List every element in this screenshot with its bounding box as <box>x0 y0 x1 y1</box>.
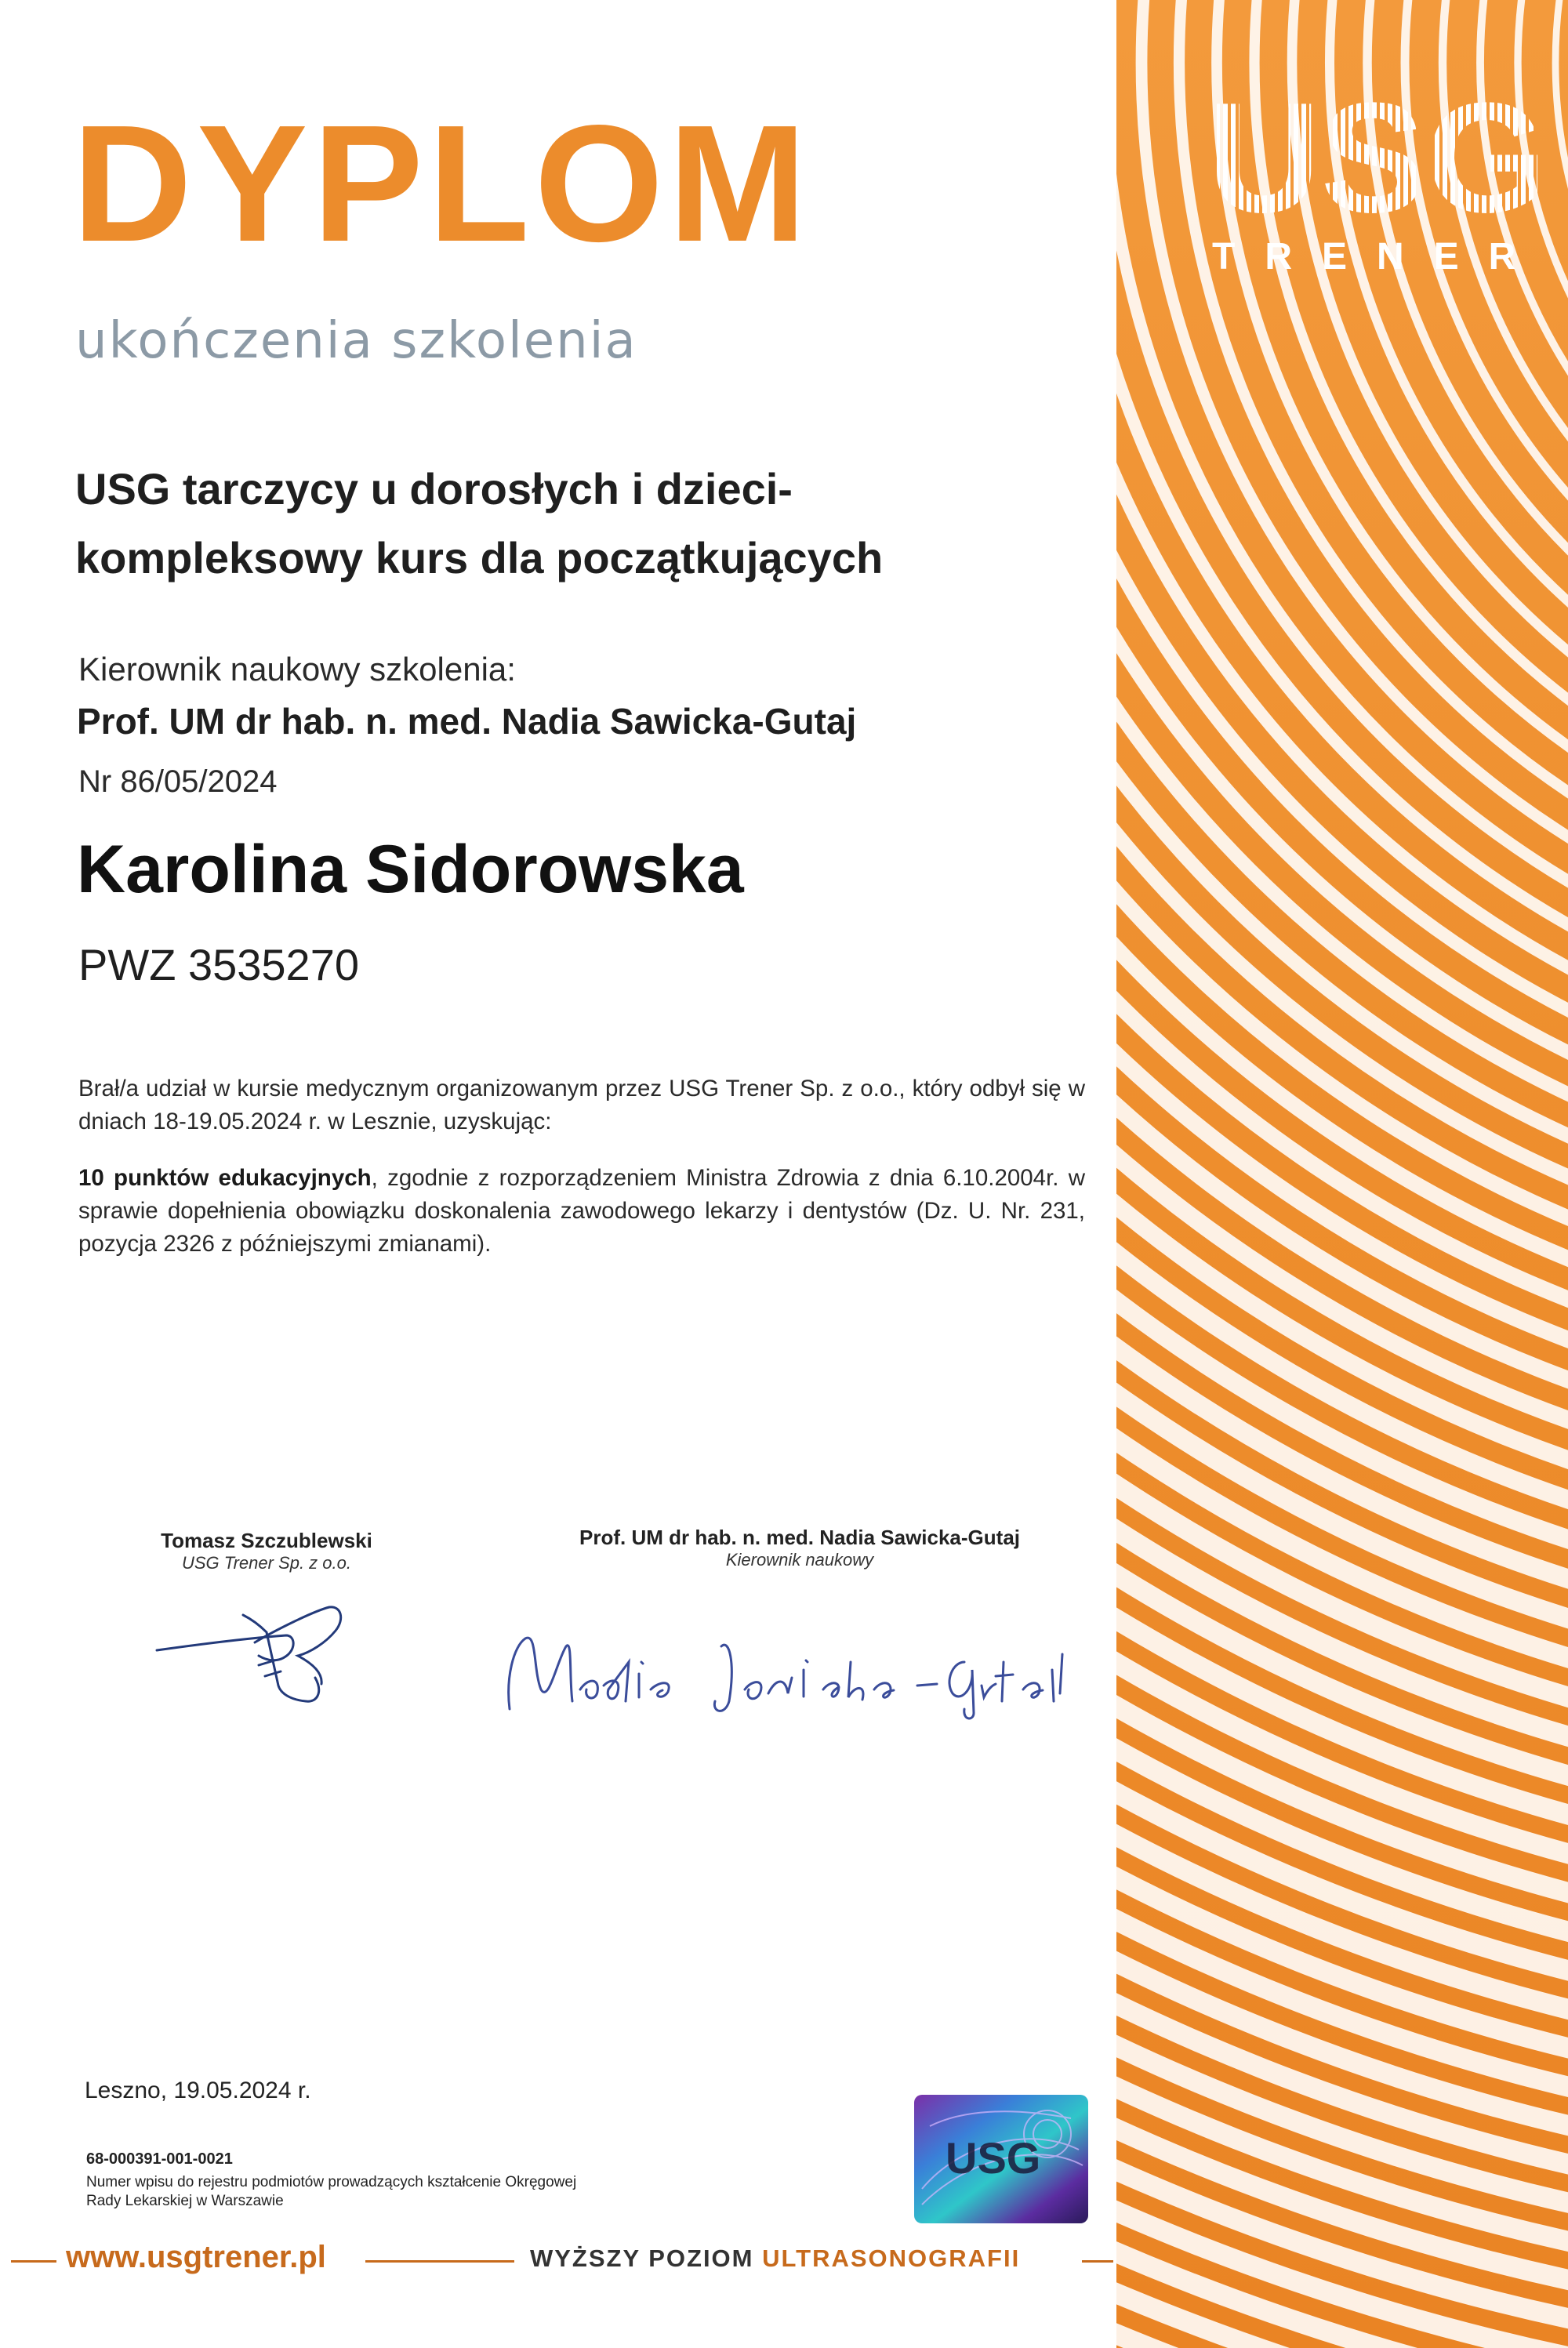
footer-website-link[interactable]: www.usgtrener.pl <box>66 2240 326 2274</box>
footer-slogan-accent: ULTRASONOGRAFII <box>762 2245 1021 2272</box>
svg-text:USG: USG <box>1207 78 1548 227</box>
recipient-pwz: PWZ 3535270 <box>78 940 359 989</box>
footer-divider-right <box>1082 2260 1113 2263</box>
decorative-orange-band <box>1116 0 1568 2348</box>
director-label: Kierownik naukowy szkolenia: <box>78 651 516 688</box>
registry-description: Numer wpisu do rejestru podmiotów prowadzących kształcenie Okręgowej Rady Lekarskiej w Warszawie <box>86 2174 577 2209</box>
course-title-line-2: kompleksowy kurs dla początkujących <box>75 533 884 582</box>
logo-trener-text: TRENER <box>1212 236 1546 278</box>
footer-slogan-prefix: WYŻSZY POZIOM <box>530 2245 763 2272</box>
signature-left-handwritten <box>149 1584 361 1709</box>
diploma-title: DYPLOM <box>72 90 811 276</box>
points-bold: 10 punktów edukacyjnych <box>78 1165 372 1191</box>
diploma-number: Nr 86/05/2024 <box>78 764 278 799</box>
course-title-line-1: USG tarczycy u dorosłych i dzieci- <box>75 464 793 514</box>
usg-logo-mark <box>1207 78 1552 227</box>
svg-text:USG: USG <box>946 2133 1041 2183</box>
recipient-name: Karolina Sidorowska <box>77 832 744 907</box>
signature-block-left <box>118 1529 416 1573</box>
footer-slogan <box>530 2245 1020 2273</box>
diploma-subtitle: ukończenia szkolenia <box>75 312 637 370</box>
participation-paragraph: Brał/a udział w kursie medycznym organizowanym przez USG Trener Sp. z o.o., który odbył się w dniach 18-19.05.2024 r. w Lesznie, uzyskując: <box>78 1076 1085 1134</box>
points-rest: , zgodnie z rozporządzeniem Ministra Zdrowia z dnia 6.10.2004r. w sprawie dopełnienia obowiązku doskonalenia zawodowego lekarzy i dentystów (Dz. U. Nr. 231, pozycja 2326 z późniejszymi zmianami). <box>78 1165 1085 1257</box>
place-and-date: Leszno, 19.05.2024 r. <box>85 2078 311 2103</box>
course-title <box>75 455 1055 593</box>
hologram-seal <box>914 2095 1088 2223</box>
concentric-arcs-decoration <box>1116 0 1568 2348</box>
signatory-right-name: Prof. UM dr hab. n. med. Nadia Sawicka-Gutaj <box>579 1526 1020 1549</box>
signatory-left-name: Tomasz Szczublewski <box>161 1529 372 1552</box>
points-paragraph <box>78 1162 1085 1261</box>
footer-divider-middle <box>365 2260 514 2263</box>
signature-right-handwritten <box>494 1615 1090 1725</box>
signature-block-right <box>510 1526 1090 1570</box>
registry-number: 68-000391-001-0021 <box>86 2150 233 2168</box>
signatory-right-role: Kierownik naukowy <box>725 1550 874 1570</box>
director-name: Prof. UM dr hab. n. med. Nadia Sawicka-Gutaj <box>77 701 857 742</box>
footer-divider-left <box>11 2260 56 2263</box>
signatory-left-role: USG Trener Sp. z o.o. <box>181 1553 351 1573</box>
